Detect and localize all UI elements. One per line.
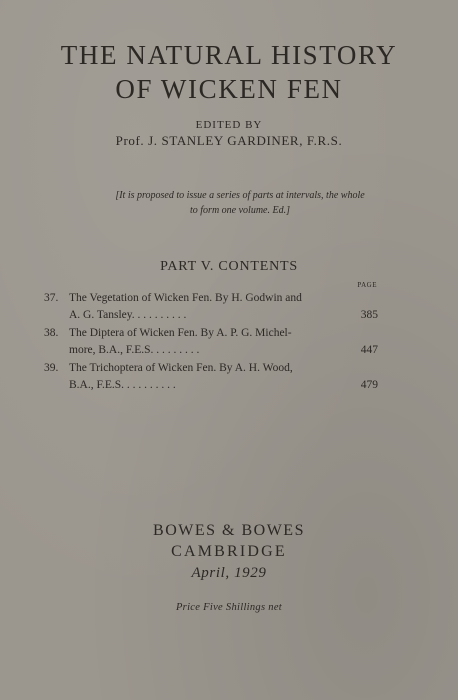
part-heading: PART V. CONTENTS	[160, 259, 298, 274]
entry-number: 38.	[44, 327, 59, 339]
entry-title-line-1: The Trichoptera of Wicken Fen. By A. H. Wood,	[69, 362, 293, 374]
edited-by-label: EDITED BY	[195, 119, 263, 131]
editorial-note-line-2: to form one volume. Ed.]	[190, 205, 290, 216]
editorial-note	[110, 188, 370, 218]
entry-page: 385	[360, 309, 378, 321]
page-column-header: PAGE	[357, 281, 377, 289]
entry-title-line-2: more, B.A., F.E.S. . . . . . . . .	[69, 344, 200, 356]
publication-date: April, 1929	[191, 565, 267, 581]
publisher-name: BOWES & BOWES	[153, 522, 305, 539]
contents-entry	[44, 290, 378, 324]
entry-page: 479	[360, 379, 378, 391]
entry-number: 37.	[44, 292, 59, 304]
publisher-city: CAMBRIDGE	[171, 543, 287, 560]
contents-entry	[44, 325, 378, 359]
editor-name: Prof. J. STANLEY GARDINER, F.R.S.	[115, 133, 343, 148]
title-line-1: THE NATURAL HISTORY	[60, 40, 398, 70]
entry-number: 39.	[44, 362, 59, 374]
entry-page: 447	[360, 344, 378, 356]
title-line-2: OF WICKEN FEN	[115, 74, 343, 104]
entry-title-line-1: The Vegetation of Wicken Fen. By H. Godwin and	[69, 292, 302, 304]
entry-title-line-2: B.A., F.E.S. . . . . . . . . .	[69, 379, 176, 391]
price-note: Price Five Shillings net	[175, 602, 283, 613]
entry-title-line-2: A. G. Tansley. . . . . . . . . .	[69, 309, 187, 321]
contents-entry	[44, 360, 378, 394]
entry-title-line-1: The Diptera of Wicken Fen. By A. P. G. Michel-	[69, 327, 292, 339]
editorial-note-line-1: [It is proposed to issue a series of parts at intervals, the whole	[115, 190, 365, 201]
